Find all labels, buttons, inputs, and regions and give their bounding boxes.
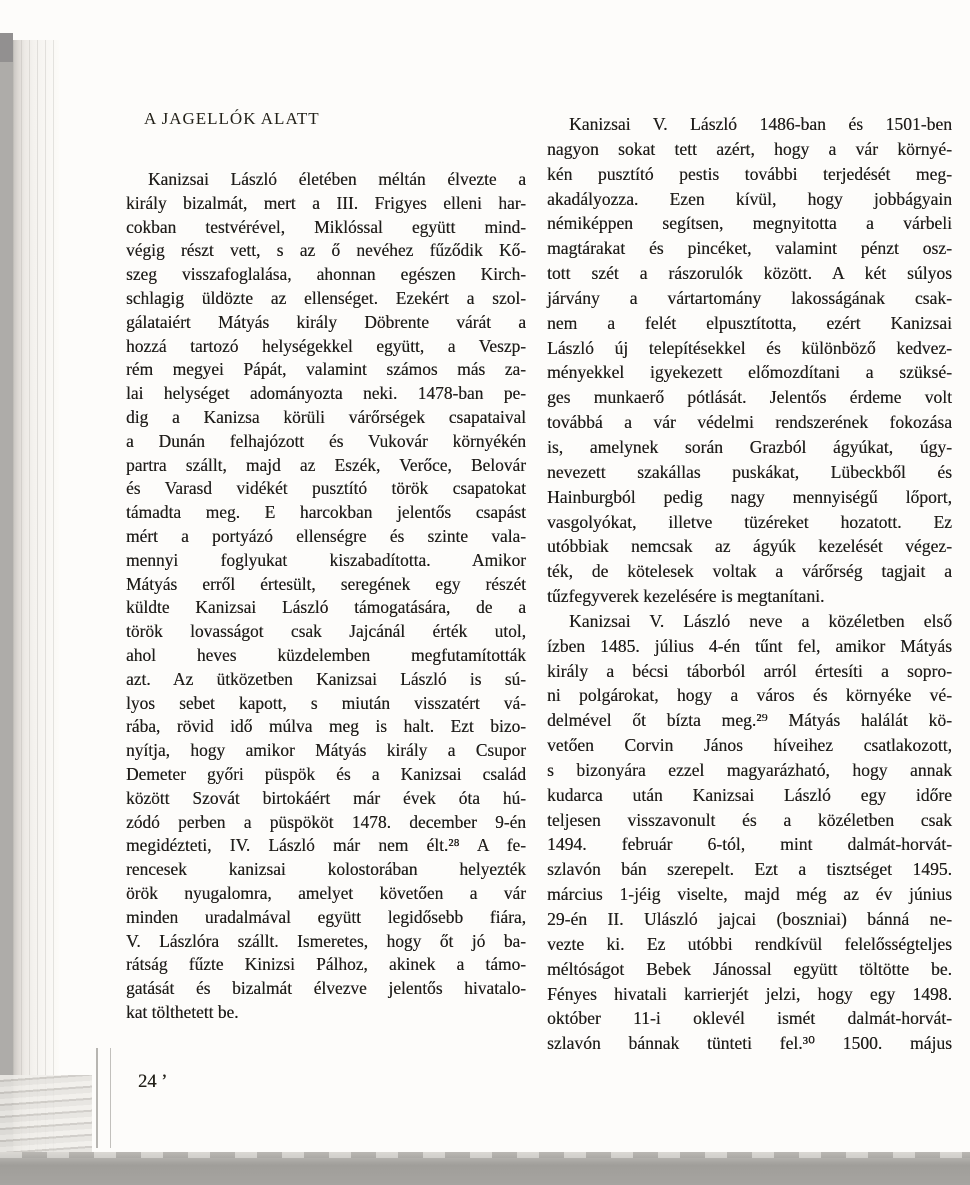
section-heading: A JAGELLÓK ALATT xyxy=(144,109,320,128)
text-line: vasgolyókat, illetve tüzéreket hozatott. Ez xyxy=(547,511,952,532)
text-line: járvány a vártartomány lakosságának csak- xyxy=(547,287,952,308)
text-line: örök nyugalomra, amelyet követően a vár xyxy=(126,882,526,903)
page-number: 24 ’ xyxy=(138,1072,168,1092)
text-line: király a bécsi táborból arról értesíti a sopro- xyxy=(547,660,952,681)
text-line: gatását és bizalmát élvezve jelentős hivatalo- xyxy=(126,978,526,999)
text-line: gálataiért Mátyás király Döbrente várát a xyxy=(126,311,526,332)
text-line: ahol heves küzdelemben megfutamították xyxy=(126,644,526,665)
bottom-left-page-corner-stack xyxy=(0,1075,92,1153)
text-line: rém megyei Pápát, valamint számos más za- xyxy=(126,359,526,380)
text-line: lyos sebet kapott, s miután visszatért vá- xyxy=(126,692,526,713)
text-line: ni polgárokat, hogy a város és környéke vé- xyxy=(547,685,952,706)
text-line: nagyon sokat tett azért, hogy a vár környé- xyxy=(547,138,952,159)
text-line: Kanizsai László életében méltán élvezte a xyxy=(148,169,526,189)
text-line: végig részt vett, s az ő nevéhez fűződik Kő- xyxy=(126,240,526,261)
text-line: király bizalmát, mert a III. Frigyes elleni har- xyxy=(126,192,526,213)
text-line: rába, rövid idő múlva meg is halt. Ezt bizo- xyxy=(126,716,526,737)
text-line: Kanizsai V. László 1486-ban és 1501-ben xyxy=(569,114,952,134)
text-line: ízben 1485. július 4-én tűnt fel, amikor Mátyás xyxy=(547,635,952,656)
text-line: a Dunán felhajózott és Vukovár környékén xyxy=(126,430,526,451)
text-line: ges munkaerő pótlását. Jelentős érdeme volt xyxy=(547,387,952,408)
text-line: 1494. február 6-tól, mint dalmát-horvát- xyxy=(547,834,952,855)
text-line: némiképpen segítsen, megnyitotta a várbeli xyxy=(547,213,952,234)
text-line: ményekkel igyekezett előmozdítani a szüksé- xyxy=(547,362,952,383)
text-line: rencesek kanizsai kolostorában helyezték xyxy=(126,859,526,880)
text-line: ték, de kötelesek voltak a várőrség tagjait a xyxy=(547,561,952,582)
right-text-column xyxy=(547,112,952,1056)
text-line: magtárakat és pincéket, valamint pénzt osz- xyxy=(547,238,952,259)
text-line: mennyi foglyukat kiszabadította. Amikor xyxy=(126,549,526,570)
text-line: Fényes hivatali karrierjét jelzi, hogy egy 1498. xyxy=(547,983,952,1004)
text-line: megidézteti, IV. László már nem élt.²⁸ A fe- xyxy=(126,835,526,856)
text-line: delmével őt bízta meg.²⁹ Mátyás halálát kö- xyxy=(547,710,952,731)
text-line: szlavón bán szerepelt. Ezt a tisztséget 1495. xyxy=(547,859,952,880)
text-line: Hainburgból pedig nagy mennyiségű lőport, xyxy=(547,486,952,507)
text-line: nem a felét elpusztította, ezért Kanizsai xyxy=(547,312,952,333)
text-line: mért a portyázó ellenségre és szinte vala- xyxy=(126,525,526,546)
text-line: Kanizsai V. László neve a közéletben első xyxy=(569,610,952,631)
page-edge-line xyxy=(96,1048,98,1148)
text-line: teljesen visszavonult és a közéletben csak xyxy=(547,809,952,830)
left-page-stack-edge xyxy=(0,62,13,1158)
text-line: kat tölthetett be. xyxy=(126,1001,239,1022)
text-line: dig a Kanizsa körüli várőrségek csapataival xyxy=(126,406,526,427)
text-line: László új telepítésekkel és különböző kedvez- xyxy=(547,337,952,358)
text-line: szlavón bánnak tünteti fel.³⁰ 1500. május xyxy=(547,1033,952,1054)
text-line: akadályozza. Ezen kívül, hogy jobbágyain xyxy=(547,188,952,209)
text-line: küldte Kanizsai László támogatására, de a xyxy=(126,597,526,618)
text-line: 29-én II. Ulászló jajcai (boszniai) bánná ne- xyxy=(547,909,952,929)
text-line: partra szállt, majd az Eszék, Verőce, Belovár xyxy=(126,454,526,475)
text-line: támadta meg. E harcokban jelentős csapást xyxy=(126,502,526,523)
text-line: utóbbiak nemcsak az ágyúk kezelését végez- xyxy=(547,536,952,557)
text-line: továbbá a vár védelmi rendszerének fokozása xyxy=(547,412,952,433)
text-line: kén pusztító pestis további terjedését meg- xyxy=(547,163,952,184)
text-line: március 1-jéig viselte, majd még az év június xyxy=(547,884,952,905)
text-line: Mátyás erről értesült, seregének egy részét xyxy=(126,573,526,594)
text-line: lai helységet adományozta neki. 1478-ban pe- xyxy=(126,383,526,404)
text-line: kudarca után Kanizsai László egy időre xyxy=(547,784,952,805)
left-page-edge-strips xyxy=(13,40,59,1158)
text-line: vezte ki. Ez utóbbi rendkívül felelősségteljes xyxy=(547,933,952,954)
text-line: azt. Az ütközetben Kanizsai László is sú- xyxy=(126,668,526,689)
left-page-stack-edge-dark xyxy=(0,33,13,63)
text-line: és Varasd vidékét pusztító török csapatokat xyxy=(126,478,526,499)
bottom-page-stack-highlight xyxy=(0,1152,970,1158)
text-line: rátság fűzte Kinizsi Pálhoz, akinek a támo- xyxy=(126,954,526,975)
text-line: között Szovát birtokáért már évek óta hú- xyxy=(126,787,526,808)
text-line: nevezett szakállas puskákat, Lübeckből és xyxy=(547,461,952,482)
text-line: s bizonyára ezzel magyarázható, hogy annak xyxy=(547,759,952,780)
text-line: V. Lászlóra szállt. Ismeretes, hogy őt jó ba- xyxy=(126,930,526,951)
text-line: hozzá tartozó helységekkel együtt, a Veszp- xyxy=(126,335,526,356)
text-line: tűzfegyverek kezelésére is megtanítani. xyxy=(547,586,825,607)
text-line: méltóságot Bebek Jánossal együtt töltötte be. xyxy=(547,958,952,979)
text-line: cokban testvérével, Miklóssal együtt mind- xyxy=(126,216,526,237)
text-line: minden uradalmával együtt legidősebb fiára, xyxy=(126,906,526,927)
text-line: Demeter győri püspök és a Kanizsai család xyxy=(126,763,526,784)
text-line: schlagig üldözte az ellenséget. Ezekért a szol- xyxy=(126,287,526,308)
text-line: vetően Corvin János híveihez csatlakozott, xyxy=(547,735,952,756)
text-line: is, amelynek során Grazból ágyúkat, úgy- xyxy=(547,436,952,457)
text-line: október 11-i oklevél ismét dalmát-horvát- xyxy=(547,1008,952,1029)
text-line: nyítja, hogy amikor Mátyás király a Csupor xyxy=(126,740,526,761)
text-line: török lovasságot csak Jajcánál érték utol, xyxy=(126,621,526,642)
left-text-column xyxy=(126,168,526,1025)
text-line: tott szét a rászorulók között. A két súlyos xyxy=(547,263,952,284)
text-line: zódó perben a püspököt 1478. december 9-én xyxy=(126,811,526,832)
page-edge-line xyxy=(110,1048,111,1148)
text-line: szeg visszafoglalása, ahonnan egészen Kirch- xyxy=(126,264,526,285)
